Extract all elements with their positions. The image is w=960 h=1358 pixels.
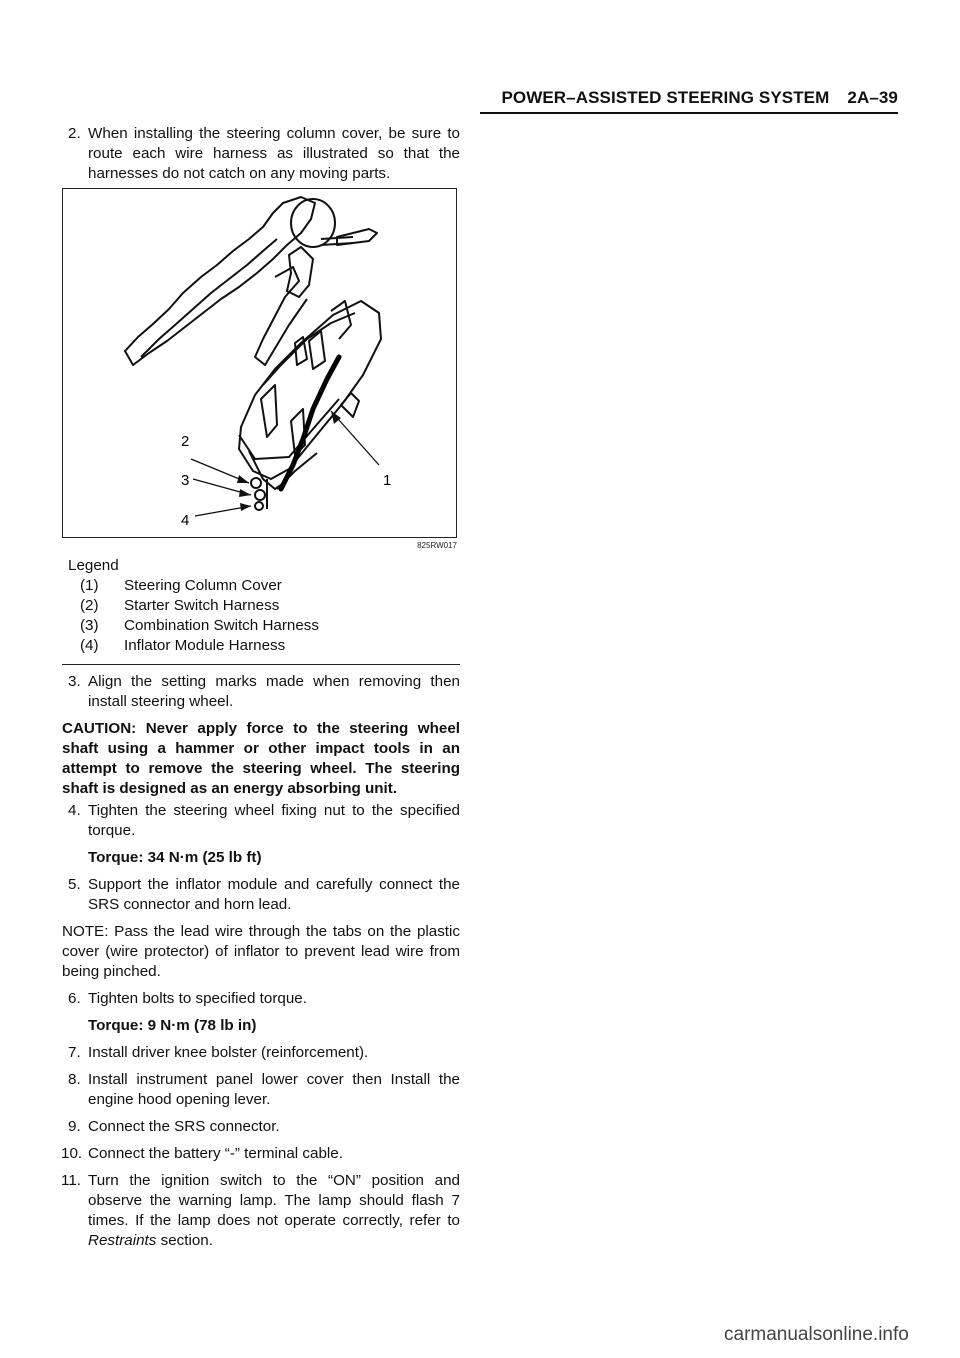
section-title: POWER–ASSISTED STEERING SYSTEM — [501, 88, 830, 107]
step-7: 7. Install driver knee bolster (reinforcement). — [68, 1044, 369, 1061]
legend-title: Legend — [68, 557, 119, 574]
legend-item: (4) Inflator Module Harness — [80, 637, 286, 654]
caution-text: CAUTION: Never apply force to the steering wheel shaft using a hammer or other impact tools in an attempt to remove the steering wheel. The steering shaft is designed as an energy absorbing unit. — [62, 720, 460, 797]
callout-1: 1 — [383, 472, 392, 489]
legend-item: (2) Starter Switch Harness — [80, 597, 280, 614]
note-text: NOTE: Pass the lead wire through the tabs on the plastic cover (wire protector) of inflator to prevent lead wire from being pinched. — [62, 923, 460, 980]
restraints-reference: Restraints — [88, 1232, 157, 1249]
callout-4: 4 — [181, 512, 190, 529]
step-6: 6. Tighten bolts to specified torque. — [68, 990, 307, 1007]
step-3: 3. Align the setting marks made when removing then install steering wheel. — [68, 673, 460, 710]
callout-2: 2 — [181, 433, 190, 450]
steering-column-illustration — [62, 188, 457, 538]
figure-legend — [68, 556, 319, 656]
page-number: 2A–39 — [847, 88, 898, 107]
torque-spec-2: Torque: 9 N·m (78 lb in) — [88, 1017, 257, 1034]
page-header — [480, 88, 898, 114]
watermark: carmanualsonline.info — [724, 1324, 909, 1345]
step-2-block — [62, 124, 460, 184]
figure-code: 825RW017 — [417, 541, 457, 550]
steering-column-drawing — [63, 189, 458, 539]
step-8: 8. Install instrument panel lower cover then Install the engine hood opening lever. — [68, 1071, 460, 1108]
callout-3: 3 — [181, 472, 190, 489]
legend-item: (3) Combination Switch Harness — [80, 617, 319, 634]
step-11: 11. Turn the ignition switch to the “ON” position and observe the warning lamp. The lamp should flash 7 times. If the lamp does not operate correctly, refer to Restraints section. — [61, 1172, 460, 1249]
step-4: 4. Tighten the steering wheel fixing nut to the specified torque. — [68, 802, 460, 839]
legend-item: (1) Steering Column Cover — [80, 577, 282, 594]
step-5: 5. Support the inflator module and carefully connect the SRS connector and horn lead. — [68, 876, 460, 913]
torque-spec-1: Torque: 34 N·m (25 lb ft) — [88, 849, 262, 866]
step-9: 9. Connect the SRS connector. — [68, 1118, 280, 1135]
procedure-body — [62, 672, 460, 1251]
step-10: 10. Connect the battery “-” terminal cable. — [61, 1145, 343, 1162]
step-2: 2. When installing the steering column cover, be sure to route each wire harness as illustrated so that the harnesses do not catch on any moving parts. — [68, 125, 460, 182]
section-divider — [62, 664, 460, 665]
